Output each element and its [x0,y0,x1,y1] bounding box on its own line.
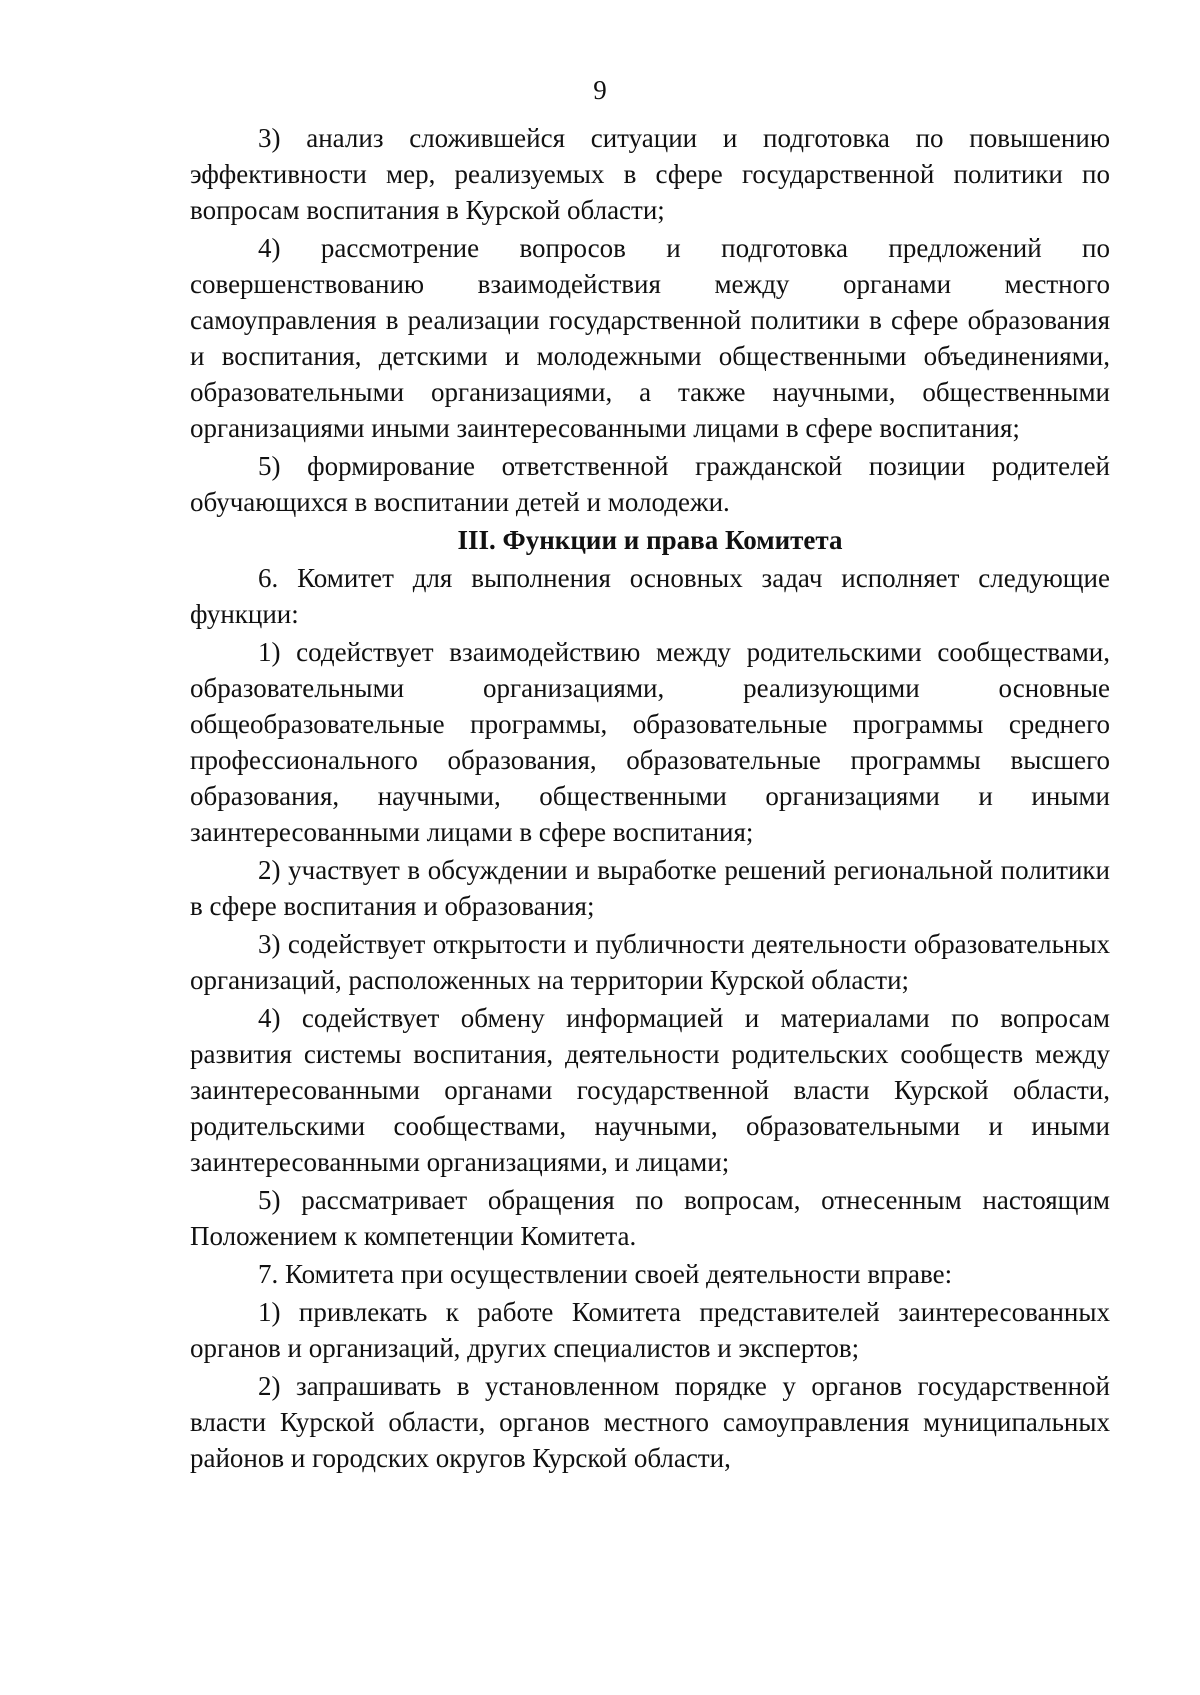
paragraph-item-4-review: 4) рассмотрение вопросов и подготовка предложений по совершенствованию взаимодействия между органами местного самоуправления в реализации государственной политики в сфере образования и воспитания, детскими и молодежными общественными объединениями, образовательными организациями, а также научными, общественными организациями иными заинтересованными лицами в сфере воспитания; [190,233,1110,443]
paragraph-function-1: 1) содействует взаимодействию между родительскими сообществами, образовательными организациями, реализующими основные общеобразовательные программы, образовательные программы среднего профессионального образования, образовательные программы высшего образования, научными, общественными организациями и иными заинтересованными лицами в сфере воспитания; [190,637,1110,847]
section-heading: III. Функции и права Комитета [457,525,843,555]
paragraph-function-2: 2) участвует в обсуждении и выработке решений региональной политики в сфере воспитания и образования; [190,855,1110,921]
paragraph-function-4: 4) содействует обмену информацией и материалами по вопросам развития системы воспитания, деятельности родительских сообществ между заинтересованными органами государственной власти Курской области, родительскими сообществами, научными, образовательными и иными заинтересованными организациями, и лицами; [190,1003,1110,1177]
paragraph-right-1: 1) привлекать к работе Комитета представителей заинтересованных органов и организаций, других специалистов и экспертов; [190,1297,1110,1363]
paragraph-function-3: 3) содействует открытости и публичности деятельности образовательных организаций, расположенных на территории Курской области; [190,929,1110,995]
page-number: 9 [593,75,607,105]
paragraph-function-5: 5) рассматривает обращения по вопросам, отнесенным настоящим Положением к компетенции Комитета. [190,1185,1110,1251]
document-body [190,120,1110,1476]
paragraph-clause-7: 7. Комитета при осуществлении своей деятельности вправе: [258,1259,953,1289]
paragraph-item-5-formation: 5) формирование ответственной гражданской позиции родителей обучающихся в воспитании детей и молодежи. [190,451,1110,517]
paragraph-item-3-analysis: 3) анализ сложившейся ситуации и подготовка по повышению эффективности мер, реализуемых в сфере государственной политики по вопросам воспитания в Курской области; [190,123,1110,225]
paragraph-right-2: 2) запрашивать в установленном порядке у органов государственной власти Курской области, органов местного самоуправления муниципальных районов и городских округов Курской области, [190,1371,1110,1473]
paragraph-clause-6: 6. Комитет для выполнения основных задач исполняет следующие функции: [190,563,1110,629]
